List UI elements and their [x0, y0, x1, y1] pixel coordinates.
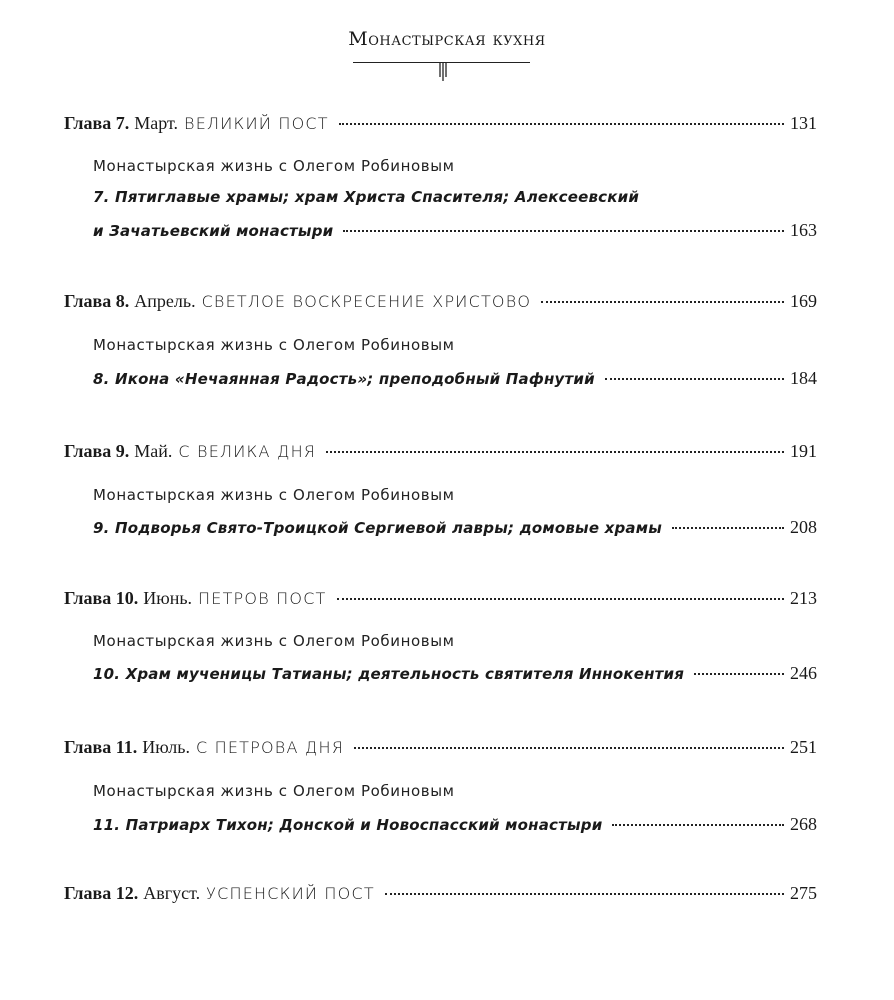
page-number: 246 — [790, 663, 817, 683]
chapter-month: Апрель. — [134, 291, 196, 311]
section-title: 8. Икона «Нечаянная Радость»; преподобный Пафнутий — [93, 370, 595, 388]
dot-leader — [339, 123, 784, 125]
chapter-month: Июнь. — [143, 588, 193, 608]
chapter-number: Глава 12. — [64, 883, 139, 903]
chapter-number: Глава 7. — [64, 113, 130, 133]
chapter-month: Август. — [143, 883, 201, 903]
section-title: 9. Подворья Свято-Троицкой Сергиевой лавры; домовые храмы — [93, 519, 662, 537]
chapter-number: Глава 9. — [64, 441, 130, 461]
section-title: 7. Пятиглавые храмы; храм Христа Спасителя; Алексеевский — [93, 188, 640, 206]
chapter-number: Глава 11. — [64, 737, 138, 757]
toc-section-7[interactable] — [93, 219, 817, 242]
dot-leader — [612, 824, 784, 826]
page-number: 163 — [790, 220, 817, 240]
toc-section-8[interactable] — [93, 367, 817, 390]
toc-chapter-9[interactable] — [64, 440, 817, 463]
page-number: 213 — [790, 588, 817, 608]
page-number: 208 — [790, 517, 817, 537]
page-number: 275 — [790, 883, 817, 903]
dot-leader — [672, 527, 784, 529]
section-label: Монастырская жизнь с Олегом Робиновым — [93, 782, 455, 800]
chapter-title: С ВЕЛИКА ДНЯ — [178, 442, 317, 461]
toc-section-9[interactable] — [93, 516, 817, 539]
chapter-month: Март. — [134, 113, 179, 133]
page-number: 184 — [790, 368, 817, 388]
chapter-number: Глава 10. — [64, 588, 139, 608]
dot-leader — [354, 747, 784, 749]
toc-chapter-12[interactable] — [64, 882, 817, 905]
header-title: Монастырская кухня — [348, 28, 546, 50]
running-header — [0, 28, 894, 50]
dot-leader — [343, 230, 784, 232]
toc-chapter-7[interactable] — [64, 112, 817, 135]
chapter-title: СВЕТЛОЕ ВОСКРЕСЕНИЕ ХРИСТОВО — [201, 292, 532, 311]
toc-section-11[interactable] — [93, 813, 817, 836]
chapter-title: УСПЕНСКИЙ ПОСТ — [206, 884, 375, 903]
toc-chapter-8[interactable] — [64, 290, 817, 313]
page-number: 131 — [790, 113, 817, 133]
dot-leader — [605, 378, 784, 380]
page-number: 251 — [790, 737, 817, 757]
chapter-title: ПЕТРОВ ПОСТ — [198, 589, 327, 608]
section-label: Монастырская жизнь с Олегом Робиновым — [93, 632, 455, 650]
header-ornament-icon — [433, 63, 453, 83]
chapter-title: С ПЕТРОВА ДНЯ — [195, 738, 345, 757]
dot-leader — [541, 301, 784, 303]
page-number: 169 — [790, 291, 817, 311]
chapter-month: Май. — [134, 441, 173, 461]
dot-leader — [385, 893, 784, 895]
section-title: 11. Патриарх Тихон; Донской и Новоспасский монастыри — [93, 816, 603, 834]
dot-leader — [337, 598, 784, 600]
dot-leader — [326, 451, 784, 453]
section-title: 10. Храм мученицы Татианы; деятельность святителя Иннокентия — [93, 665, 685, 683]
toc-chapter-10[interactable] — [64, 587, 817, 610]
page-number: 191 — [790, 441, 817, 461]
section-label: Монастырская жизнь с Олегом Робиновым — [93, 486, 455, 504]
toc-chapter-11[interactable] — [64, 736, 817, 759]
chapter-number: Глава 8. — [64, 291, 130, 311]
section-label: Монастырская жизнь с Олегом Робиновым — [93, 157, 455, 175]
chapter-title: ВЕЛИКИЙ ПОСТ — [184, 114, 329, 133]
dot-leader — [694, 673, 784, 675]
page-number: 268 — [790, 814, 817, 834]
toc-section-7-line1[interactable] — [93, 186, 817, 208]
section-label: Монастырская жизнь с Олегом Робиновым — [93, 336, 455, 354]
toc-section-10[interactable] — [93, 662, 817, 685]
chapter-month: Июль. — [142, 737, 190, 757]
section-title: и Зачатьевский монастыри — [93, 222, 334, 240]
